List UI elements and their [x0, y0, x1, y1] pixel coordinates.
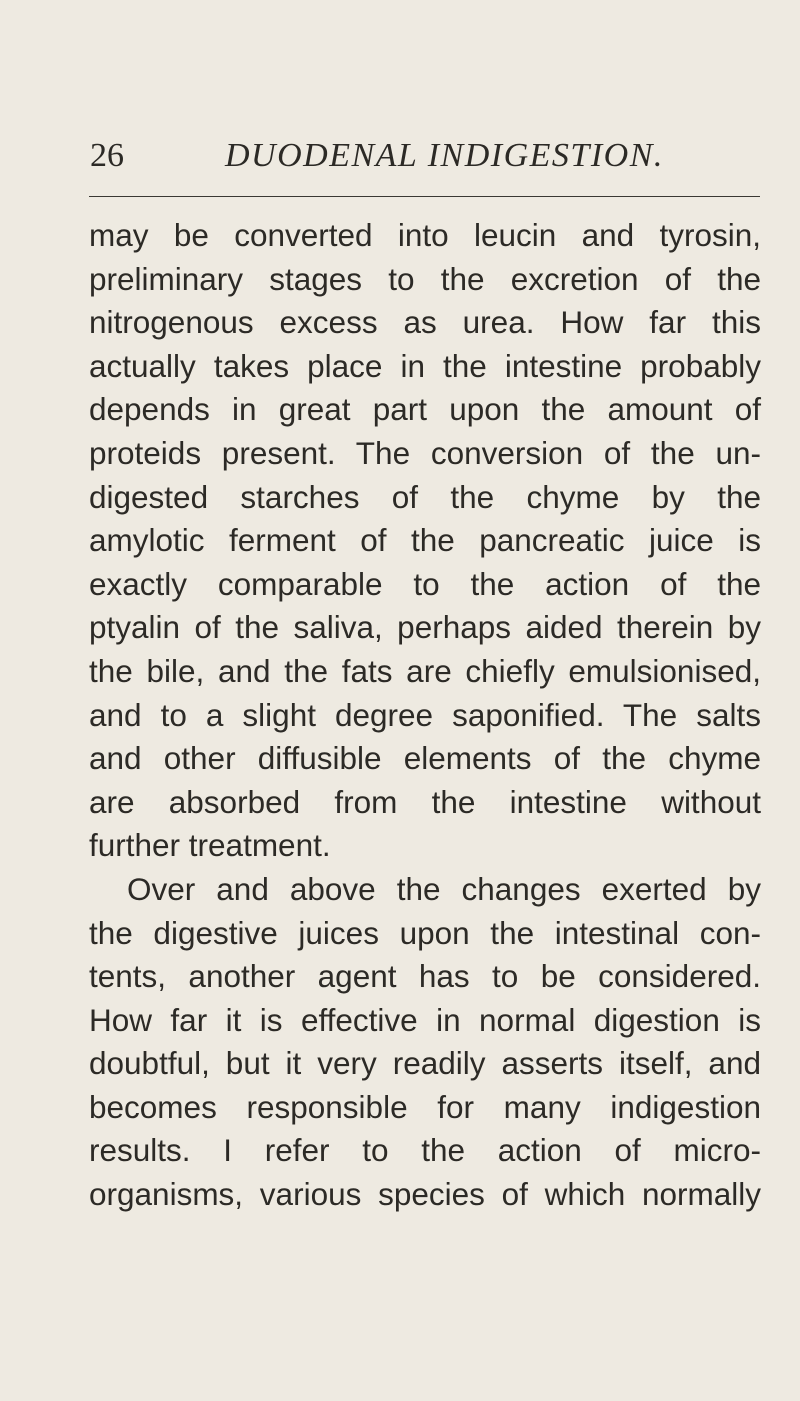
running-title: DUODENAL INDIGESTION.	[225, 137, 664, 174]
text-line: amylotic ferment of the pancreatic juice is	[89, 522, 761, 559]
text-line: Over and above the changes exerted by	[127, 870, 761, 907]
text-line: proteids present. The conversion of the un-	[89, 434, 761, 471]
text-line: nitrogenous excess as urea. How far this	[89, 304, 761, 341]
text-line: How far it is effective in normal digestion is	[89, 1001, 761, 1038]
text-line: ptyalin of the saliva, perhaps aided therein by	[89, 609, 761, 646]
text-line: and to a slight degree saponified. The salts	[89, 696, 761, 733]
text-line: and other diffusible elements of the chyme	[89, 740, 761, 777]
text-line: exactly comparable to the action of the	[89, 565, 761, 602]
text-line: actually takes place in the intestine probably	[89, 347, 761, 384]
page-header	[90, 133, 760, 183]
text-line: becomes responsible for many indigestion	[89, 1088, 761, 1125]
text-line: further treatment.	[89, 827, 331, 864]
header-rule	[89, 196, 760, 197]
text-line: organisms, various species of which normally	[89, 1176, 761, 1213]
body-text	[89, 214, 761, 1217]
text-line: digested starches of the chyme by the	[89, 478, 761, 515]
text-line: are absorbed from the intestine without	[89, 783, 761, 820]
text-line: the digestive juices upon the intestinal con-	[89, 914, 761, 951]
text-line: preliminary stages to the excretion of the	[89, 260, 761, 297]
text-line: results. I refer to the action of micro-	[89, 1132, 761, 1169]
text-line: doubtful, but it very readily asserts itself, and	[89, 1045, 761, 1082]
text-line: depends in great part upon the amount of	[89, 391, 761, 428]
page-number: 26	[90, 137, 124, 174]
text-line: may be converted into leucin and tyrosin,	[89, 217, 761, 253]
text-line: the bile, and the fats are chiefly emulsionised,	[89, 652, 761, 689]
text-line: tents, another agent has to be considered.	[89, 958, 761, 995]
